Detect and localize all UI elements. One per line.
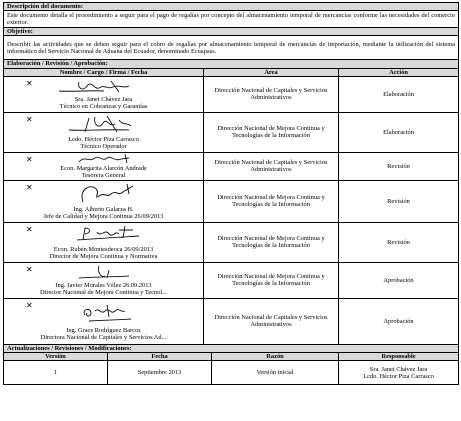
elaboracion-header-row [4,68,459,76]
handwritten-signature [49,182,159,206]
signature-cell [4,152,204,180]
descripcion-heading-row [4,3,459,11]
table-row [4,262,459,298]
signer-title: Tesorera General [81,172,126,180]
action-cell: Elaboración [339,76,459,112]
objetivo-text: Describir las actividades que se deben seguir para el cobro de regalías por almacenamiento temporal de mercancías de importación, mediante la utilización del sistema informático del Servicio Nacional de Aduana del Ecuador, denominado Ecuapass. [4,36,459,60]
signer-title: Jefe de Calidad y Mejora Continua 26/09/2013 [43,213,164,221]
table-row [4,361,459,385]
signer-name: Ing. Alberto Galarza H. [73,206,134,214]
signature-mark-icon: ✕ [26,264,33,274]
objetivo-text-row [4,36,459,60]
fecha-cell: Septiembre 2013 [108,361,212,385]
descripcion-text-row [4,11,459,28]
column-header-fecha: Fecha [108,353,212,361]
table-row [4,180,459,222]
action-cell: Aprobación [339,298,459,344]
actualizaciones-header-row [4,353,459,361]
column-header-razon: Razón [212,353,339,361]
signature-cell [4,222,204,262]
action-cell: Elaboración [339,112,459,152]
signature-cell [4,76,204,112]
signature-mark-icon: ✕ [26,224,33,234]
signer-title: Director de Mejora Continua y Normativa [49,253,158,261]
signature-mark-icon: ✕ [26,182,33,192]
signer-title: Técnico Operador [80,143,127,151]
signature-cell [4,112,204,152]
action-cell: Aprobación [339,262,459,298]
column-header-version: Versión [4,353,108,361]
area-cell: Dirección Nacional de Capitales y Servicios Administrativos [204,298,339,344]
version-cell: 1 [4,361,108,385]
handwritten-signature [49,78,159,96]
table-row [4,298,459,344]
area-cell: Dirección Nacional de Mejora Continua y Tecnologías de la Información [204,112,339,152]
document-table [3,2,459,345]
responsable-name: Lcdo. Héctor Piza Carrasco [363,372,434,380]
area-cell: Dirección Nacional de Capitales y Servicios Administrativos [204,76,339,112]
responsable-name: Sra. Janet Chávez Jara [369,365,428,373]
signature-cell [4,262,204,298]
signer-name: Econ. Rubén Montesdeoca 26/09/2013 [53,246,154,254]
actualizaciones-heading: Actualizaciones / Revisiones / Modificaciones: [4,344,459,352]
signer-name: Lcdo. Héctor Piza Carrasco [68,136,139,144]
table-row [4,76,459,112]
signer-name: Econ. Margarita Alarcón Andrade [60,165,147,173]
signature-mark-icon: ✕ [26,300,33,310]
descripcion-text: Este documento detalla el procedimiento a seguir para el pago de regalías por concepto del almacenamiento temporal de mercancías conforme las necesidades del comercio exterior. [4,11,459,28]
objetivo-heading-row [4,28,459,36]
signature-cell [4,180,204,222]
responsable-cell [339,361,459,385]
signature-mark-icon: ✕ [26,114,33,124]
signer-title: Técnico en Cobranzas y Garantías [59,103,148,111]
column-header-responsable: Responsable [339,353,459,361]
column-header-accion: Acción [339,68,459,76]
handwritten-signature [49,301,159,327]
area-cell: Dirección Nacional de Mejora Continua y Tecnologías de la Información [204,222,339,262]
document-sheet [3,2,458,385]
elaboracion-heading-row [4,60,459,68]
column-header-area: Área [204,68,339,76]
table-row [4,112,459,152]
signer-title: Directora Nacional de Capitales y Servicios Ad... [40,334,167,342]
area-cell: Dirección Nacional de Capitales y Servicios Administrativos [204,152,339,180]
table-row [4,152,459,180]
signature-mark-icon: ✕ [26,78,33,88]
signer-name: Ing. Grace Rodríguez Barcos [66,327,141,335]
area-cell: Dirección Nacional de Mejora Continua y Tecnologías de la Información [204,262,339,298]
column-header-nombre: Nombre / Cargo / Firma / Fecha [4,68,204,76]
action-cell: Revisión [339,222,459,262]
razon-cell: Versión inicial [212,361,339,385]
objetivo-heading: Objetivo: [4,28,459,36]
handwritten-signature [49,153,159,165]
signer-name: Ing. Javier Morales Vélez 26.09.2013 [55,282,152,290]
action-cell: Revisión [339,180,459,222]
table-row [4,222,459,262]
handwritten-signature [49,264,159,282]
elaboracion-heading: Elaboración / Revisión / Aprobación: [4,60,459,68]
handwritten-signature [49,224,159,246]
signature-cell [4,298,204,344]
handwritten-signature [49,114,159,136]
signature-mark-icon: ✕ [26,154,33,164]
signer-title: Director Nacional de Mejora Continua y Tecnol... [39,289,168,297]
action-cell: Revisión [339,152,459,180]
descripcion-heading: Descripción del documento: [4,3,459,11]
area-cell: Dirección Nacional de Mejora Continua y Tecnologías de la Información [204,180,339,222]
actualizaciones-table [3,344,459,385]
actualizaciones-heading-row [4,344,459,352]
signer-name: Sra. Janet Chávez Jara [74,96,133,104]
